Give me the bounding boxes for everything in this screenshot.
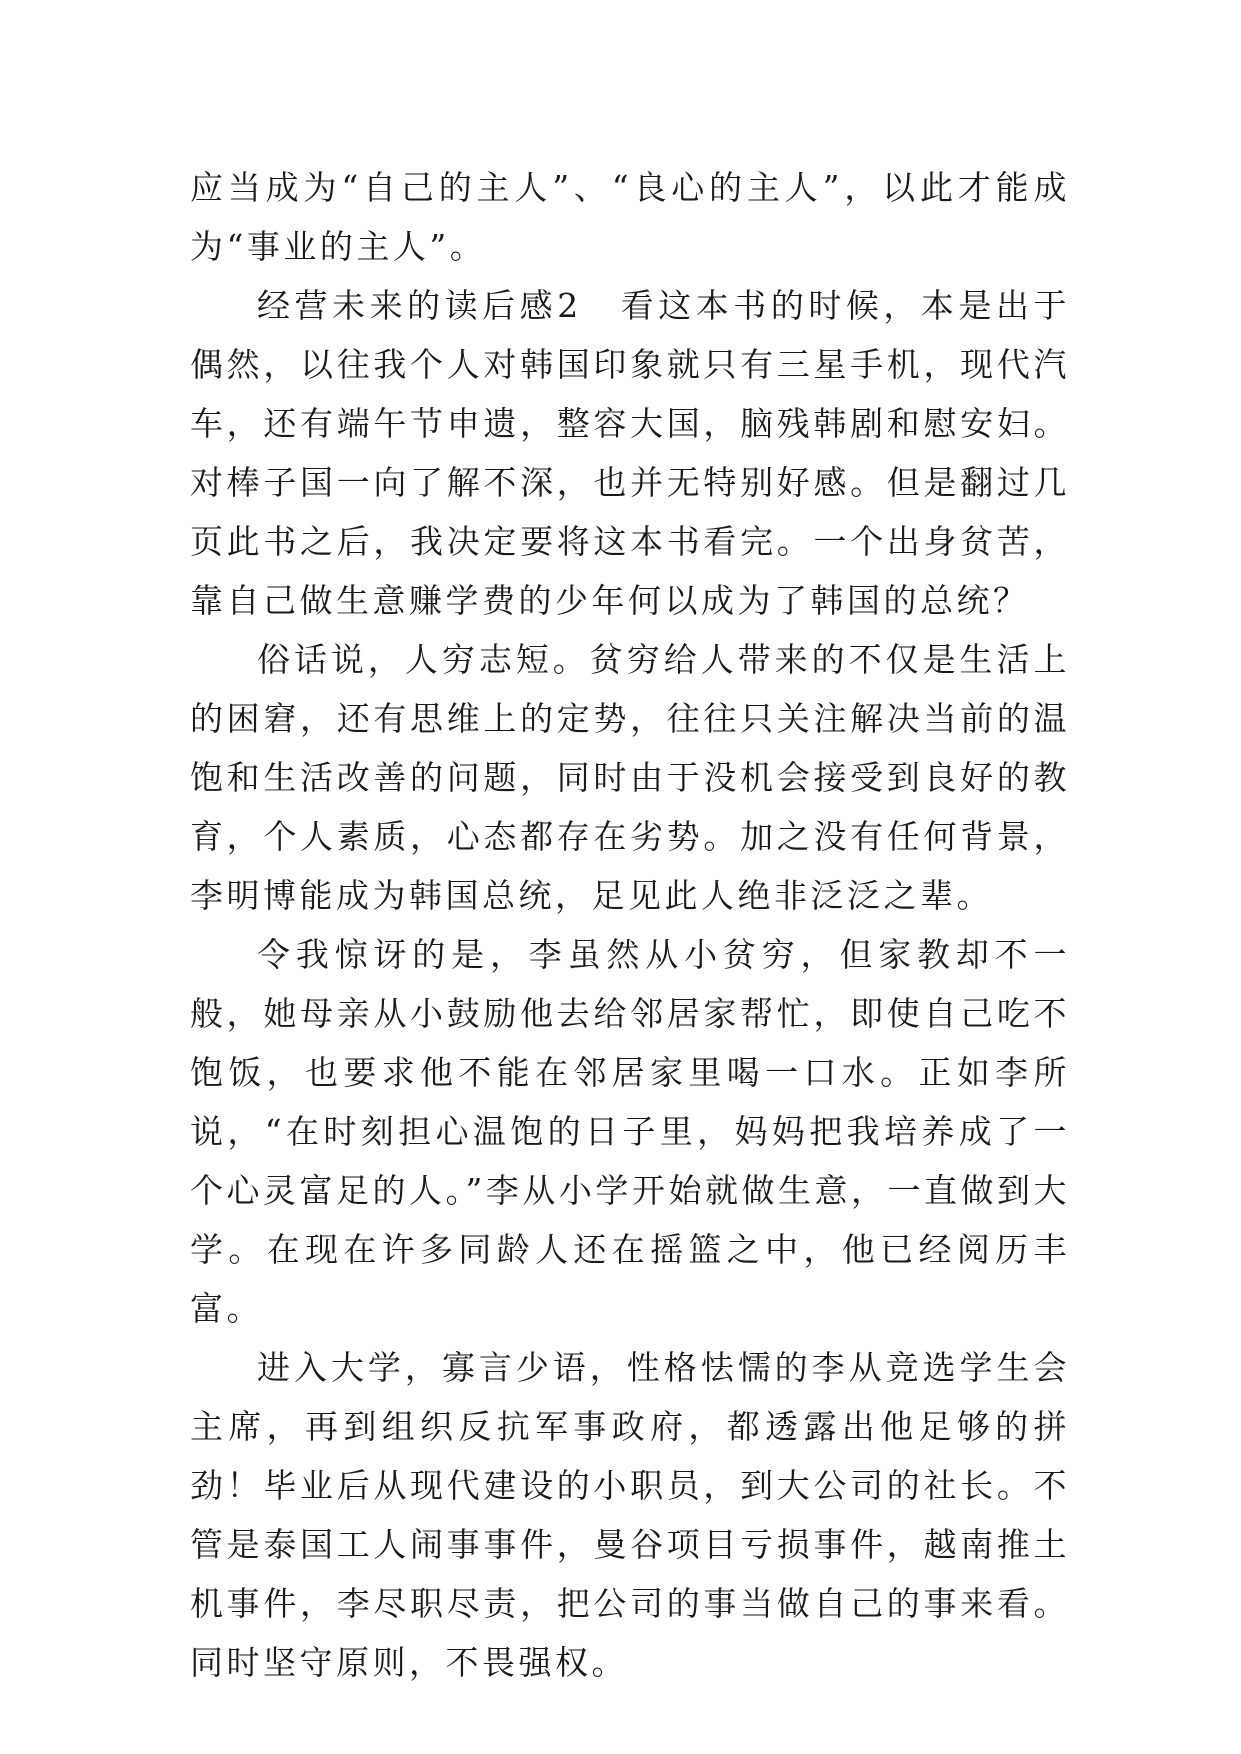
paragraph-2-text: 看这本书的时候，本是出于偶然，以往我个人对韩国印象就只有三星手机，现代汽车，还有端午节申遗，整容大国，脑残韩剧和慰安妇。对棒子国一向了解不深，也并无特别好感。但是翻过几页此书之后，我决定要将这本书看完。一个出身贫苦，靠自己做生意赚学费的少年何以成为了韩国的总统？ (190, 286, 1071, 620)
paragraph-5: 进入大学，寡言少语，性格怯懦的李从竞选学生会主席，再到组织反抗军事政府，都透露出他足够的拼劲！毕业后从现代建设的小职员，到大公司的社长。不管是泰国工人闹事事件，曼谷项目亏损事件，越南推土机事件，李尽职尽责，把公司的事当做自己的事来看。同时坚守原则，不畏强权。 (190, 1348, 1070, 1682)
paragraph-3: 俗话说，人穷志短。贫穷给人带来的不仅是生活上的困窘，还有思维上的定势，往往只关注解决当前的温饱和生活改善的问题，同时由于没机会接受到良好的教育，个人素质，心态都存在劣势。加之没有任何背景，李明博能成为韩国总统，足见此人绝非泛泛之辈。 (190, 640, 1070, 915)
paragraph-2 (190, 276, 1070, 630)
paragraph-1: 应当成为“自己的主人”、“良心的主人”，以此才能成为“事业的主人”。 (190, 168, 1070, 266)
paragraph-4: 令我惊讶的是，李虽然从小贫穷，但家教却不一般，她母亲从小鼓励他去给邻居家帮忙，即使自己吃不饱饭，也要求他不能在邻居家里喝一口水。正如李所说，“在时刻担心温饱的日子里，妈妈把我培养成了一个心灵富足的人。”李从小学开始就做生意，一直做到大学。在现在许多同龄人还在摇篮之中，他已经阅历丰富。 (190, 935, 1070, 1328)
section-heading: 经营未来的读后感2 (257, 286, 582, 325)
document-body (190, 158, 1070, 1692)
